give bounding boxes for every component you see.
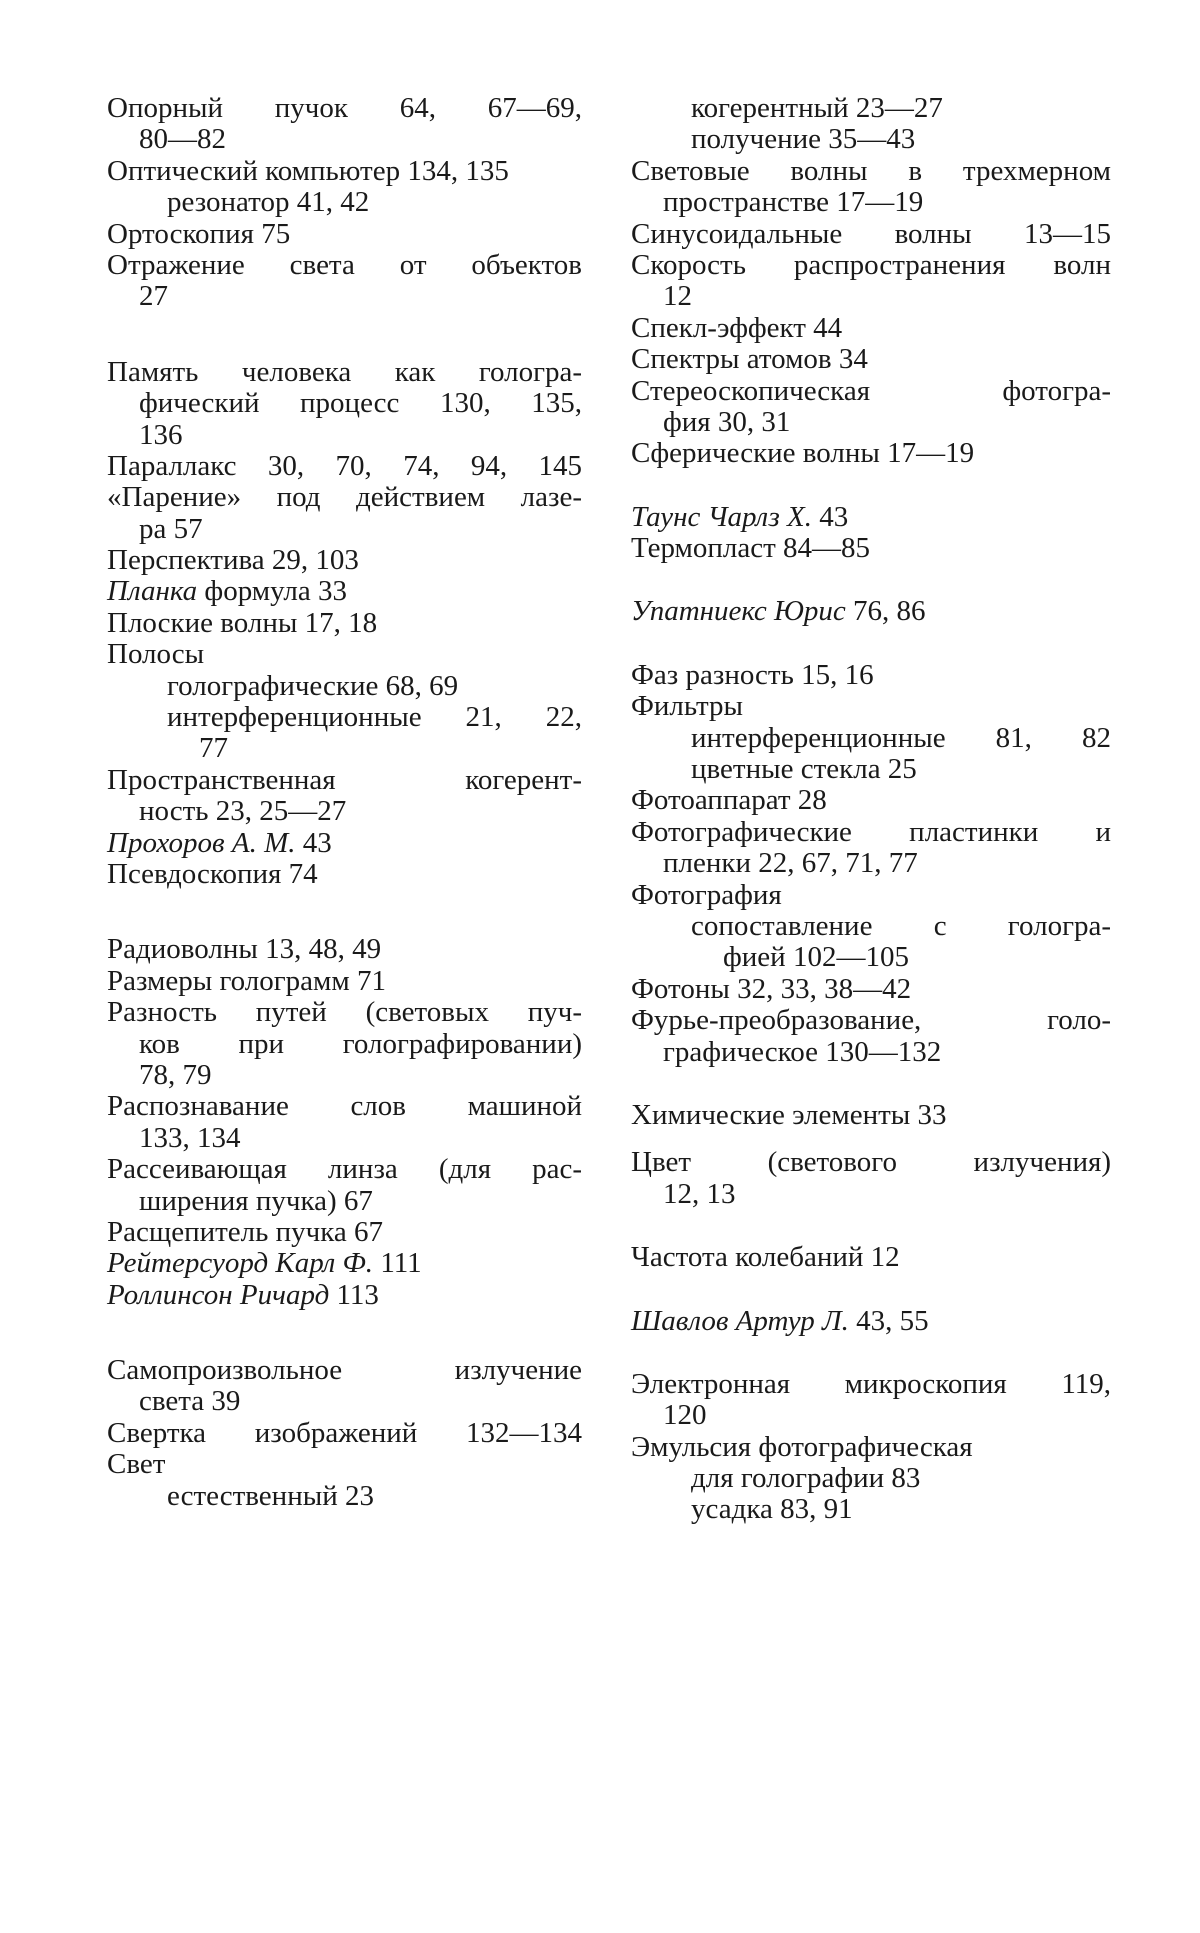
index-entry-line: Планка формула 33 xyxy=(107,575,347,608)
index-name-italic: Планка xyxy=(107,575,198,608)
index-entry-line: Отражение света от объектов xyxy=(107,248,582,281)
index-entry-line: Стереоскопическая фотогра- xyxy=(631,374,1111,407)
index-entry-line: Частота колебаний 12 xyxy=(631,1241,900,1274)
section-gap xyxy=(631,564,1111,596)
index-entry-line: для голографии 83 xyxy=(691,1462,921,1495)
index-entry-line: Пространственная когерент- xyxy=(107,763,582,796)
index-entry-line: Таунс Чарлз Х. 43 xyxy=(631,500,849,533)
section-gap xyxy=(107,1311,582,1355)
index-entry-line: Прохоров А. М. 43 xyxy=(107,826,332,859)
index-entry-line: Фотографические пластинки и xyxy=(631,815,1111,848)
index-entry-line: 120 xyxy=(663,1399,707,1432)
index-column-right xyxy=(631,93,1111,1526)
index-entry-line: Размеры голограмм 71 xyxy=(107,964,386,997)
index-entry-line: Рассеивающая линза (для рас- xyxy=(107,1153,582,1186)
index-entry-line: Распознавание слов машиной xyxy=(107,1090,582,1123)
section-gap xyxy=(631,1210,1111,1242)
index-entry-line: голографические 68, 69 xyxy=(167,669,459,702)
index-name-italic: Рейтерсуорд Карл Ф. xyxy=(107,1247,374,1280)
index-entry-line: сопоставление с гологра- xyxy=(691,909,1111,942)
index-name-italic: Роллинсон Ричард xyxy=(107,1278,330,1311)
section-gap xyxy=(107,313,582,357)
index-entry-line: ность 23, 25—27 xyxy=(139,795,347,828)
index-entry-line: Радиоволны 13, 48, 49 xyxy=(107,933,382,966)
index-name-italic: Шавлов Артур Л. xyxy=(631,1304,849,1337)
index-entry-line: Фотоны 32, 33, 38—42 xyxy=(631,972,912,1005)
index-entry-line: 136 xyxy=(139,418,183,451)
index-entry-line: Сферические волны 17—19 xyxy=(631,437,975,470)
index-entry-line: Полосы xyxy=(107,638,205,671)
index-entry-line: естественный 23 xyxy=(167,1479,374,1512)
index-entry-line: 80—82 xyxy=(139,123,226,156)
index-entry-line: Псевдоскопия 74 xyxy=(107,857,318,890)
section-gap xyxy=(631,1131,1111,1147)
index-entry-line: Роллинсон Ричард 113 xyxy=(107,1278,379,1311)
index-entry-line: фией 102—105 xyxy=(723,941,909,974)
index-entry-line: Фильтры xyxy=(631,690,744,723)
index-entry-line: усадка 83, 91 xyxy=(691,1493,853,1526)
index-entry-line: пленки 22, 67, 71, 77 xyxy=(663,847,918,880)
index-entry-line: Свертка изображений 132—134 xyxy=(107,1416,582,1449)
index-entry-line: фия 30, 31 xyxy=(663,405,791,438)
section-gap xyxy=(631,1274,1111,1306)
index-entry-line: Память человека как гологра- xyxy=(107,355,582,388)
index-entry-line: Эмульсия фотографическая xyxy=(631,1430,973,1463)
section-gap xyxy=(631,1337,1111,1369)
index-entry-line: цветные стекла 25 xyxy=(691,753,917,786)
index-entry-line: 133, 134 xyxy=(139,1121,241,1154)
index-entry-line: Параллакс 30, 70, 74, 94, 145 xyxy=(107,449,582,482)
index-entry-line: интерференционные 21, 22, xyxy=(167,701,582,734)
index-entry-line: «Парение» под действием лазе- xyxy=(107,481,582,514)
index-entry-line: получение 35—43 xyxy=(691,123,916,156)
index-entry-line: Цвет (светового излучения) xyxy=(631,1146,1111,1179)
index-entry-line: 12, 13 xyxy=(663,1177,736,1210)
index-entry-line: графическое 130—132 xyxy=(663,1035,942,1068)
index-entry-line: Опорный пучок 64, 67—69, xyxy=(107,92,582,124)
index-entry-line: Ортоскопия 75 xyxy=(107,217,291,250)
index-entry-line: Спекл-эффект 44 xyxy=(631,311,843,344)
index-entry-line: 27 xyxy=(139,280,168,313)
index-entry-line: Фотография xyxy=(631,878,782,911)
index-entry-line: фический процесс 130, 135, xyxy=(139,387,582,420)
index-entry-line: Химические элементы 33 xyxy=(631,1098,947,1131)
index-entry-line: Плоские волны 17, 18 xyxy=(107,606,378,639)
section-gap xyxy=(107,890,582,934)
index-entry-line: Свет xyxy=(107,1448,166,1481)
index-entry-line: когерентный 23—27 xyxy=(691,92,943,124)
index-entry-line: 12 xyxy=(663,280,692,313)
index-name-italic: Упатниекс Юрис xyxy=(631,595,846,628)
index-entry-line: ра 57 xyxy=(139,512,203,545)
index-entry-line: Световые волны в трехмерном xyxy=(631,154,1111,187)
index-entry-line: Фурье-преобразование, голо- xyxy=(631,1004,1111,1037)
index-entry-line: интерференционные 81, 82 xyxy=(691,721,1111,754)
index-column-left xyxy=(107,93,582,1512)
index-entry-line: Шавлов Артур Л. 43, 55 xyxy=(631,1304,929,1337)
index-entry-line: резонатор 41, 42 xyxy=(167,186,370,219)
index-entry-line: 77 xyxy=(199,732,228,765)
index-entry-line: ков при голографировании) xyxy=(139,1027,582,1060)
index-entry-line: ширения пучка) 67 xyxy=(139,1184,373,1217)
index-entry-line: 78, 79 xyxy=(139,1058,212,1091)
index-entry-line: Самопроизвольное излучение xyxy=(107,1354,582,1387)
index-entry-line: Перспектива 29, 103 xyxy=(107,544,359,577)
index-entry-line: Спектры атомов 34 xyxy=(631,343,868,376)
index-entry-line: Термопласт 84—85 xyxy=(631,532,871,565)
index-name-italic: Прохоров А. М. xyxy=(107,826,296,859)
section-gap xyxy=(631,628,1111,660)
index-entry-line: Рейтерсуорд Карл Ф. 111 xyxy=(107,1247,422,1280)
index-entry-line: Упатниекс Юрис 76, 86 xyxy=(631,595,926,628)
section-gap xyxy=(631,470,1111,502)
index-entry-line: Электронная микроскопия 119, xyxy=(631,1367,1111,1400)
index-entry-line: Расщепитель пучка 67 xyxy=(107,1215,383,1248)
index-entry-line: Скорость распространения волн xyxy=(631,248,1111,281)
index-entry-line: света 39 xyxy=(139,1385,241,1418)
index-entry-line: Разность путей (световых пуч- xyxy=(107,996,582,1029)
index-entry-line: Оптический компьютер 134, 135 xyxy=(107,154,509,187)
index-name-italic: Таунс Чарлз Х. xyxy=(631,500,812,533)
index-entry-line: пространстве 17—19 xyxy=(663,186,924,219)
index-entry-line: Фаз разность 15, 16 xyxy=(631,658,874,691)
index-entry-line: Фотоаппарат 28 xyxy=(631,784,827,817)
index-entry-line: Синусоидальные волны 13—15 xyxy=(631,217,1111,250)
section-gap xyxy=(631,1068,1111,1100)
